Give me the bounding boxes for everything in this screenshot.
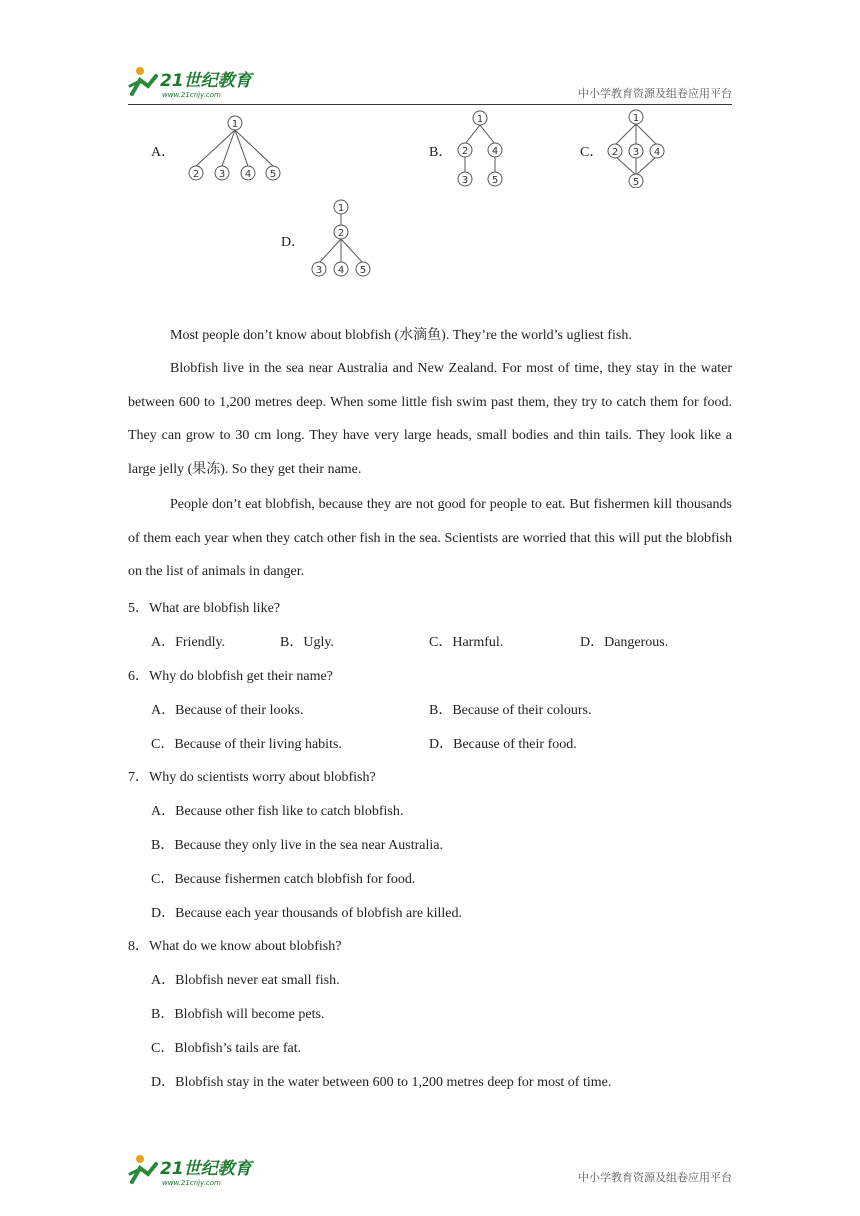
question-8-option-c[interactable]: C．Blobfish’s tails are fat. (151, 1041, 302, 1056)
svg-text:5: 5 (269, 169, 277, 180)
question-8-option-b[interactable]: B．Blobfish will become pets. (151, 1007, 325, 1022)
svg-text:1: 1 (337, 203, 345, 214)
svg-text:3: 3 (461, 175, 469, 186)
diagram-option-b-label: B． (429, 145, 453, 160)
logo-21cnjy (128, 64, 278, 100)
passage-paragraph-1: Most people don’t know about blobfish (水滴鱼). They’re the world’s ugliest fish. (170, 328, 632, 343)
question-7-option-a[interactable]: A．Because other fish like to catch blobfish. (151, 804, 404, 819)
question-8-option-a[interactable]: A．Blobfish never eat small fish. (151, 973, 340, 988)
svg-text:2: 2 (192, 169, 200, 180)
question-5-option-d[interactable]: D．Dangerous. (580, 635, 669, 650)
svg-text:www.21cnjy.com: www.21cnjy.com (162, 91, 221, 99)
question-8-stem: 8．What do we know about blobfish? (128, 939, 342, 954)
svg-text:5: 5 (359, 265, 367, 276)
question-5-option-b[interactable]: B．Ugly. (280, 635, 334, 650)
diagram-option-c-label: C． (580, 145, 604, 160)
question-6-option-c[interactable]: C．Because of their living habits. (151, 737, 342, 752)
page-footer (128, 1148, 732, 1188)
question-7-stem: 7．Why do scientists worry about blobfish? (128, 770, 376, 785)
svg-text:1: 1 (231, 119, 239, 130)
footer-site-name: 中小学教育资源及组卷应用平台 (578, 1171, 732, 1184)
question-6-option-b[interactable]: B．Because of their colours. (429, 703, 592, 718)
footer-logo-21cnjy (128, 1152, 278, 1188)
question-7-option-d[interactable]: D．Because each year thousands of blobfish are killed. (151, 906, 463, 921)
svg-text:3: 3 (218, 169, 226, 180)
question-7-option-b[interactable]: B．Because they only live in the sea near Australia. (151, 838, 443, 853)
passage-paragraph-2: Blobfish live in the sea near Australia and New Zealand. For most of time, they stay in the water between 600 to 1,200 metres deep. When some little fish swim past them, they try to catch them for food. They can grow to 30 cm long. They have very large heads, small bodies and thin tails. They look like a large jelly (果冻). So they get their name. (128, 361, 732, 477)
diagram-option-c (605, 108, 667, 188)
svg-text:3: 3 (632, 147, 640, 158)
passage-paragraph-3: People don’t eat blobfish, because they are not good for people to eat. But fishermen kill thousands of them each year when they catch other fish in the sea. Scientists are worried that this will put the blobfish on the list of animals in danger. (128, 497, 732, 580)
svg-text:4: 4 (337, 265, 345, 276)
svg-text:5: 5 (632, 177, 640, 188)
svg-text:www.21cnjy.com: www.21cnjy.com (162, 1179, 221, 1187)
svg-text:2: 2 (337, 228, 345, 239)
question-5-option-c[interactable]: C．Harmful. (429, 635, 504, 650)
question-6-option-a[interactable]: A．Because of their looks. (151, 703, 304, 718)
svg-text:2: 2 (611, 147, 619, 158)
diagram-option-a (180, 112, 290, 184)
question-5-stem: 5．What are blobfish like? (128, 601, 281, 616)
question-8-option-d[interactable]: D．Blobfish stay in the water between 600 to 1,200 metres deep for most of time. (151, 1075, 612, 1090)
svg-text:4: 4 (244, 169, 252, 180)
question-6-option-d[interactable]: D．Because of their food. (429, 737, 577, 752)
svg-text:1: 1 (476, 114, 484, 125)
site-name: 中小学教育资源及组卷应用平台 (578, 87, 732, 100)
svg-text:4: 4 (653, 147, 661, 158)
svg-text:21世纪教育: 21世纪教育 (160, 1159, 252, 1179)
svg-text:3: 3 (315, 265, 323, 276)
svg-text:1: 1 (632, 113, 640, 124)
diagram-option-d (308, 197, 376, 279)
svg-text:21世纪教育: 21世纪教育 (160, 71, 252, 91)
diagram-option-d-label: D． (281, 235, 306, 250)
diagram-option-b (450, 108, 510, 188)
diagram-option-a-label: A． (151, 145, 176, 160)
question-7-option-c[interactable]: C．Because fishermen catch blobfish for food. (151, 872, 416, 887)
page-header (128, 60, 732, 105)
svg-text:2: 2 (461, 146, 469, 157)
svg-text:4: 4 (491, 146, 499, 157)
question-5-option-a[interactable]: A．Friendly. (151, 635, 226, 650)
svg-text:5: 5 (491, 175, 499, 186)
question-6-stem: 6．Why do blobfish get their name? (128, 669, 333, 684)
